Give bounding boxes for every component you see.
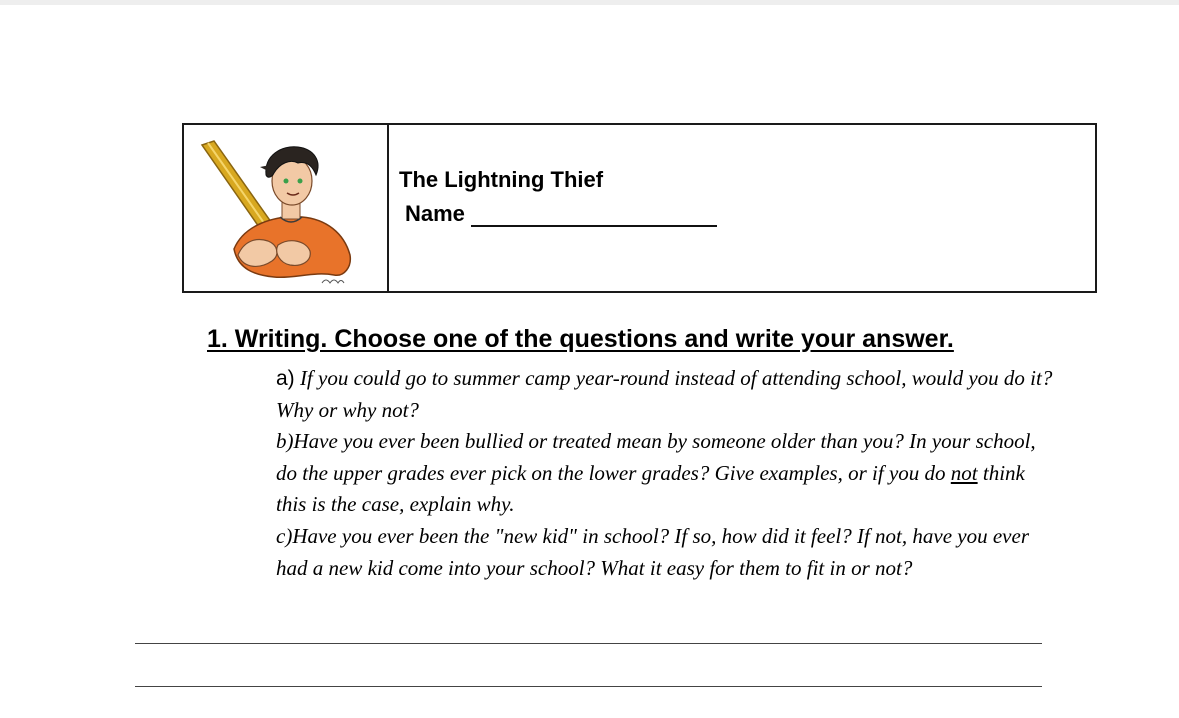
artist-signature — [322, 280, 344, 283]
question-b-text-part1: b)Have you ever been bullied or treated mean by someone older than you? In your school, do the upper grades ever pick on the lower grades? Give examples, or if you do — [276, 429, 1036, 485]
answer-line-1[interactable] — [135, 643, 1042, 644]
top-edge-shade — [0, 0, 1179, 5]
name-blank-line[interactable] — [471, 203, 717, 227]
section-heading: 1. Writing. Choose one of the questions and write your answer. — [207, 325, 954, 353]
boy-with-sword-illustration — [194, 137, 364, 287]
book-title: The Lightning Thief — [399, 167, 604, 192]
name-label: Name — [405, 201, 465, 226]
sword-highlight — [208, 143, 271, 233]
name-field-row — [405, 201, 717, 227]
title-cell — [389, 125, 1095, 291]
worksheet-header-table — [182, 123, 1097, 293]
question-b-emphasis: not — [950, 460, 978, 485]
illustration-cell — [184, 125, 389, 291]
question-b-text-part2: think this is the case, explain why. — [276, 460, 1025, 517]
question-a-text: If you could go to summer camp year-round instead of attending school, would you do it? Why or why not? — [276, 366, 1053, 422]
left-eye — [284, 179, 289, 184]
question-c-text: c)Have you ever been the "new kid" in school? If so, how did it feel? If not, have you ever had a new kid come into your school? What it easy for them to fit in or not? — [276, 523, 1029, 580]
question-c — [276, 521, 1056, 584]
right-eye — [298, 179, 303, 184]
answer-line-2[interactable] — [135, 686, 1042, 687]
question-b — [276, 426, 1056, 521]
question-a — [276, 363, 1056, 426]
question-a-label: a) — [276, 367, 295, 390]
right-arm — [277, 241, 311, 266]
questions-block — [276, 363, 1056, 584]
